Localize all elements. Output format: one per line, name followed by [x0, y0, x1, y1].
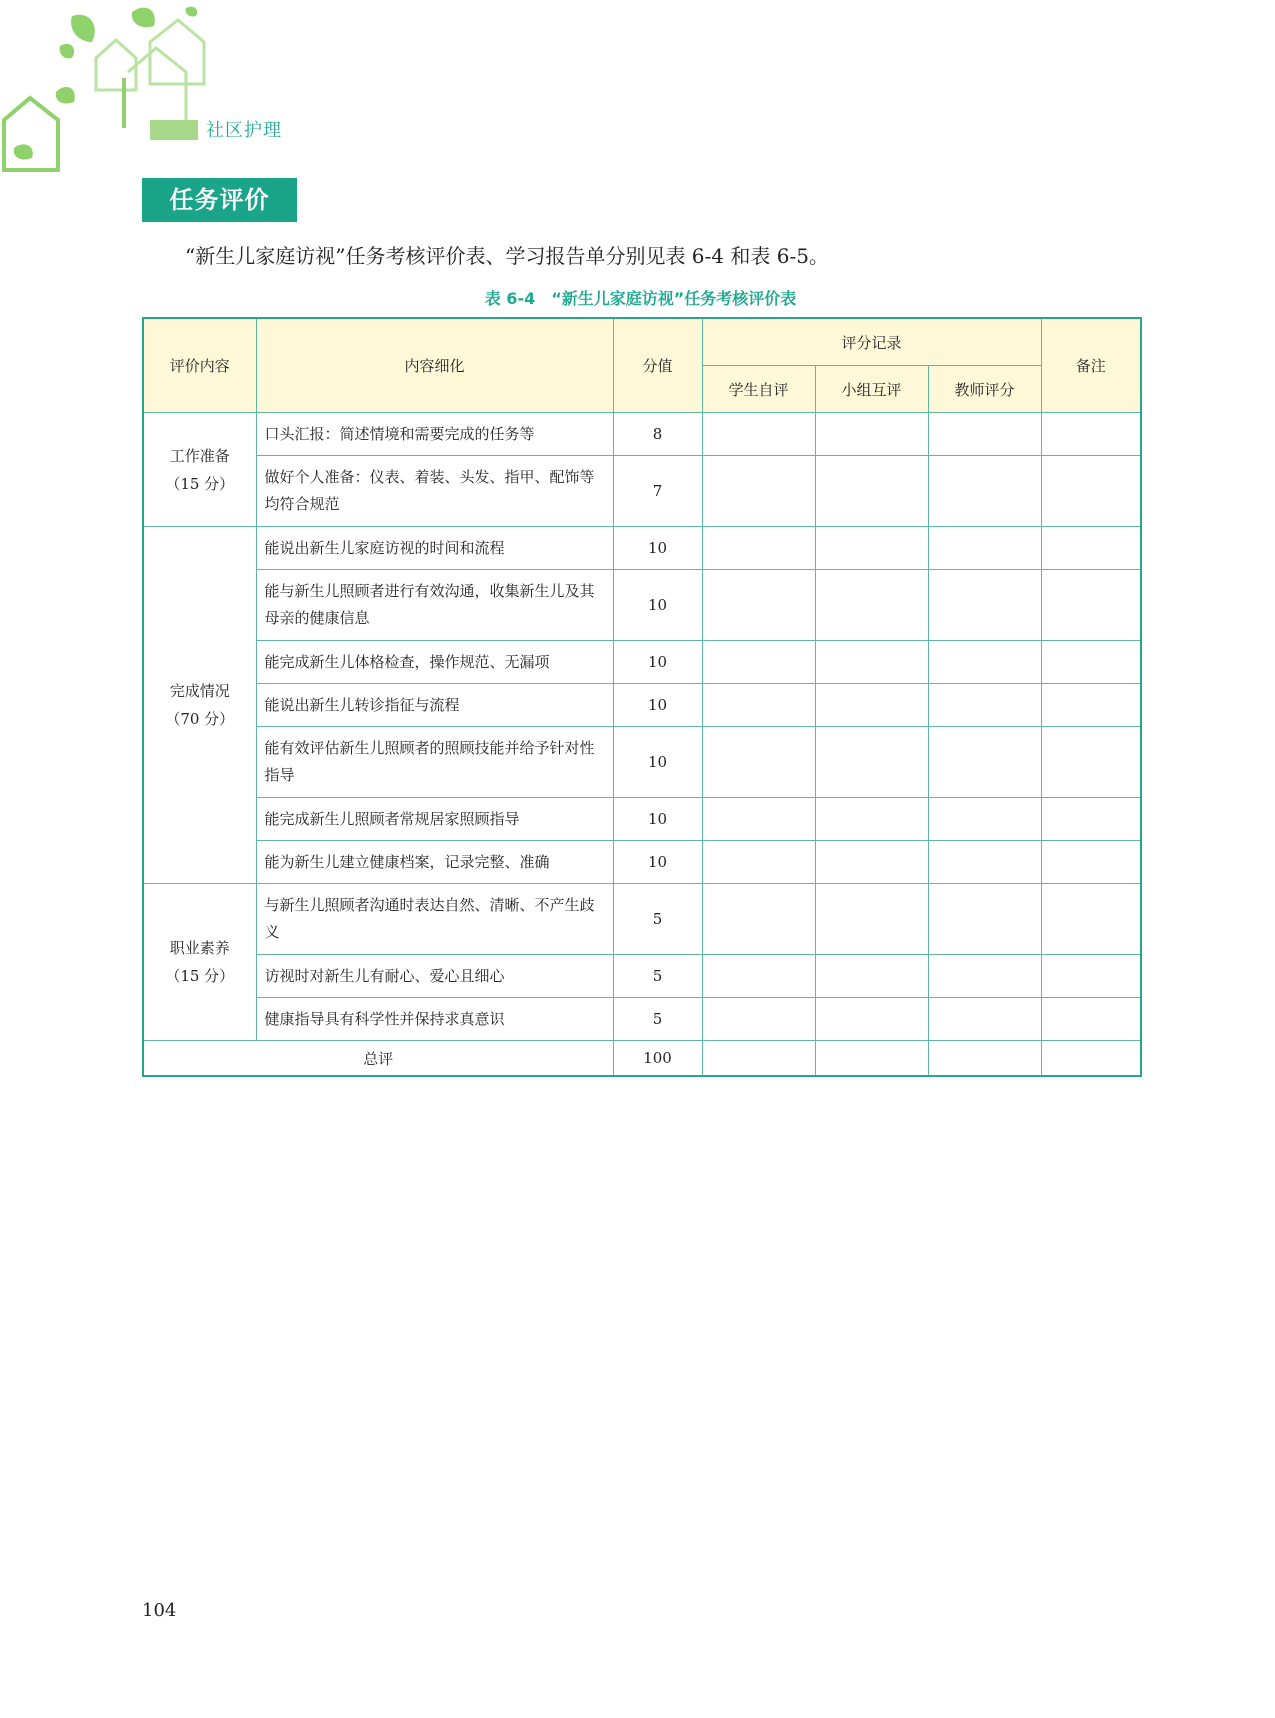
teacher-eval-cell: [928, 727, 1041, 798]
group-eval-cell: [815, 456, 928, 527]
teacher-eval-cell: [928, 527, 1041, 570]
item-score: 10: [613, 527, 702, 570]
category-cell: [143, 527, 256, 884]
table-row: [143, 884, 1141, 955]
category-score: （15 分）: [165, 474, 235, 493]
self-eval-cell: [702, 413, 815, 456]
self-eval-cell: [702, 570, 815, 641]
item-score: 10: [613, 684, 702, 727]
category-cell: [143, 884, 256, 1041]
header-remark: 备注: [1041, 318, 1141, 413]
remark-cell: [1041, 998, 1141, 1041]
page-number: 104: [142, 1600, 177, 1621]
teacher-eval-cell: [928, 413, 1041, 456]
teacher-eval-cell: [928, 841, 1041, 884]
item-score: 8: [613, 413, 702, 456]
teacher-eval-cell: [928, 798, 1041, 841]
self-eval-cell: [702, 841, 815, 884]
group-eval-cell: [815, 527, 928, 570]
self-eval-cell: [702, 727, 815, 798]
group-eval-cell: [815, 998, 928, 1041]
self-eval-cell: [702, 684, 815, 727]
item-score: 10: [613, 841, 702, 884]
item-score: 10: [613, 570, 702, 641]
teacher-eval-cell: [928, 641, 1041, 684]
group-eval-cell: [815, 1041, 928, 1077]
total-score: 100: [613, 1041, 702, 1077]
remark-cell: [1041, 413, 1141, 456]
self-eval-cell: [702, 798, 815, 841]
group-eval-cell: [815, 841, 928, 884]
teacher-eval-cell: [928, 684, 1041, 727]
evaluation-table: [142, 317, 1142, 1077]
item-score: 10: [613, 727, 702, 798]
table-row: [143, 798, 1141, 841]
item-text: 能与新生儿照顾者进行有效沟通，收集新生儿及其母亲的健康信息: [256, 570, 613, 641]
header-teacher-eval: 教师评分: [928, 366, 1041, 413]
table-row: [143, 684, 1141, 727]
teacher-eval-cell: [928, 955, 1041, 998]
item-text: 能为新生儿建立健康档案，记录完整、准确: [256, 841, 613, 884]
header-record: 评分记录: [702, 318, 1041, 366]
table-row: [143, 955, 1141, 998]
intro-paragraph: “新生儿家庭访视”任务考核评价表、学习报告单分别见表 6-4 和表 6-5。: [185, 244, 829, 268]
item-text: 能说出新生儿家庭访视的时间和流程: [256, 527, 613, 570]
table-row: [143, 841, 1141, 884]
table-caption: 表 6-4 “新生儿家庭访视”任务考核评价表: [484, 289, 797, 308]
item-text: 能完成新生儿照顾者常规居家照顾指导: [256, 798, 613, 841]
item-text: 与新生儿照顾者沟通时表达自然、清晰、不产生歧义: [256, 884, 613, 955]
self-eval-cell: [702, 527, 815, 570]
remark-cell: [1041, 727, 1141, 798]
teacher-eval-cell: [928, 456, 1041, 527]
house-leaf-decoration: [0, 0, 300, 180]
self-eval-cell: [702, 1041, 815, 1077]
table-row: [143, 998, 1141, 1041]
remark-cell: [1041, 684, 1141, 727]
item-text: 能完成新生儿体格检查，操作规范、无漏项: [256, 641, 613, 684]
item-score: 5: [613, 884, 702, 955]
item-text: 访视时对新生儿有耐心、爱心且细心: [256, 955, 613, 998]
remark-cell: [1041, 798, 1141, 841]
remark-cell: [1041, 456, 1141, 527]
teacher-eval-cell: [928, 1041, 1041, 1077]
item-score: 7: [613, 456, 702, 527]
running-title: 社区护理: [206, 120, 282, 141]
group-eval-cell: [815, 413, 928, 456]
item-text: 健康指导具有科学性并保持求真意识: [256, 998, 613, 1041]
group-eval-cell: [815, 798, 928, 841]
remark-cell: [1041, 1041, 1141, 1077]
item-score: 10: [613, 798, 702, 841]
self-eval-cell: [702, 884, 815, 955]
table-row: [143, 641, 1141, 684]
remark-cell: [1041, 841, 1141, 884]
total-row: [143, 1041, 1141, 1077]
item-score: 10: [613, 641, 702, 684]
self-eval-cell: [702, 641, 815, 684]
category-title: 完成情况: [169, 682, 230, 700]
remark-cell: [1041, 884, 1141, 955]
table-row: [143, 456, 1141, 527]
teacher-eval-cell: [928, 570, 1041, 641]
total-label: 总评: [143, 1041, 613, 1077]
table-row: [143, 727, 1141, 798]
group-eval-cell: [815, 727, 928, 798]
header-group-eval: 小组互评: [815, 366, 928, 413]
group-eval-cell: [815, 570, 928, 641]
group-eval-cell: [815, 641, 928, 684]
section-tab: 任务评价: [142, 178, 297, 222]
remark-cell: [1041, 570, 1141, 641]
table-row: [143, 527, 1141, 570]
teacher-eval-cell: [928, 998, 1041, 1041]
item-text: 口头汇报：简述情境和需要完成的任务等: [256, 413, 613, 456]
header-score: 分值: [613, 318, 702, 413]
header-detail: 内容细化: [256, 318, 613, 413]
self-eval-cell: [702, 998, 815, 1041]
group-eval-cell: [815, 955, 928, 998]
header-self-eval: 学生自评: [702, 366, 815, 413]
group-eval-cell: [815, 884, 928, 955]
self-eval-cell: [702, 955, 815, 998]
running-head-bar: [150, 120, 198, 140]
teacher-eval-cell: [928, 884, 1041, 955]
category-title: 工作准备: [169, 446, 230, 465]
item-text: 能说出新生儿转诊指征与流程: [256, 684, 613, 727]
header-content: 评价内容: [143, 318, 256, 413]
remark-cell: [1041, 527, 1141, 570]
item-score: 5: [613, 955, 702, 998]
item-text: 能有效评估新生儿照顾者的照顾技能并给予针对性指导: [256, 727, 613, 798]
category-score: （15 分）: [165, 967, 235, 985]
category-title: 职业素养: [169, 939, 230, 957]
remark-cell: [1041, 955, 1141, 998]
item-score: 5: [613, 998, 702, 1041]
table-row: [143, 570, 1141, 641]
group-eval-cell: [815, 684, 928, 727]
category-score: （70 分）: [165, 710, 235, 728]
item-text: 做好个人准备：仪表、着装、头发、指甲、配饰等均符合规范: [256, 456, 613, 527]
table-row: [143, 413, 1141, 456]
self-eval-cell: [702, 456, 815, 527]
category-cell: [143, 413, 256, 527]
remark-cell: [1041, 641, 1141, 684]
